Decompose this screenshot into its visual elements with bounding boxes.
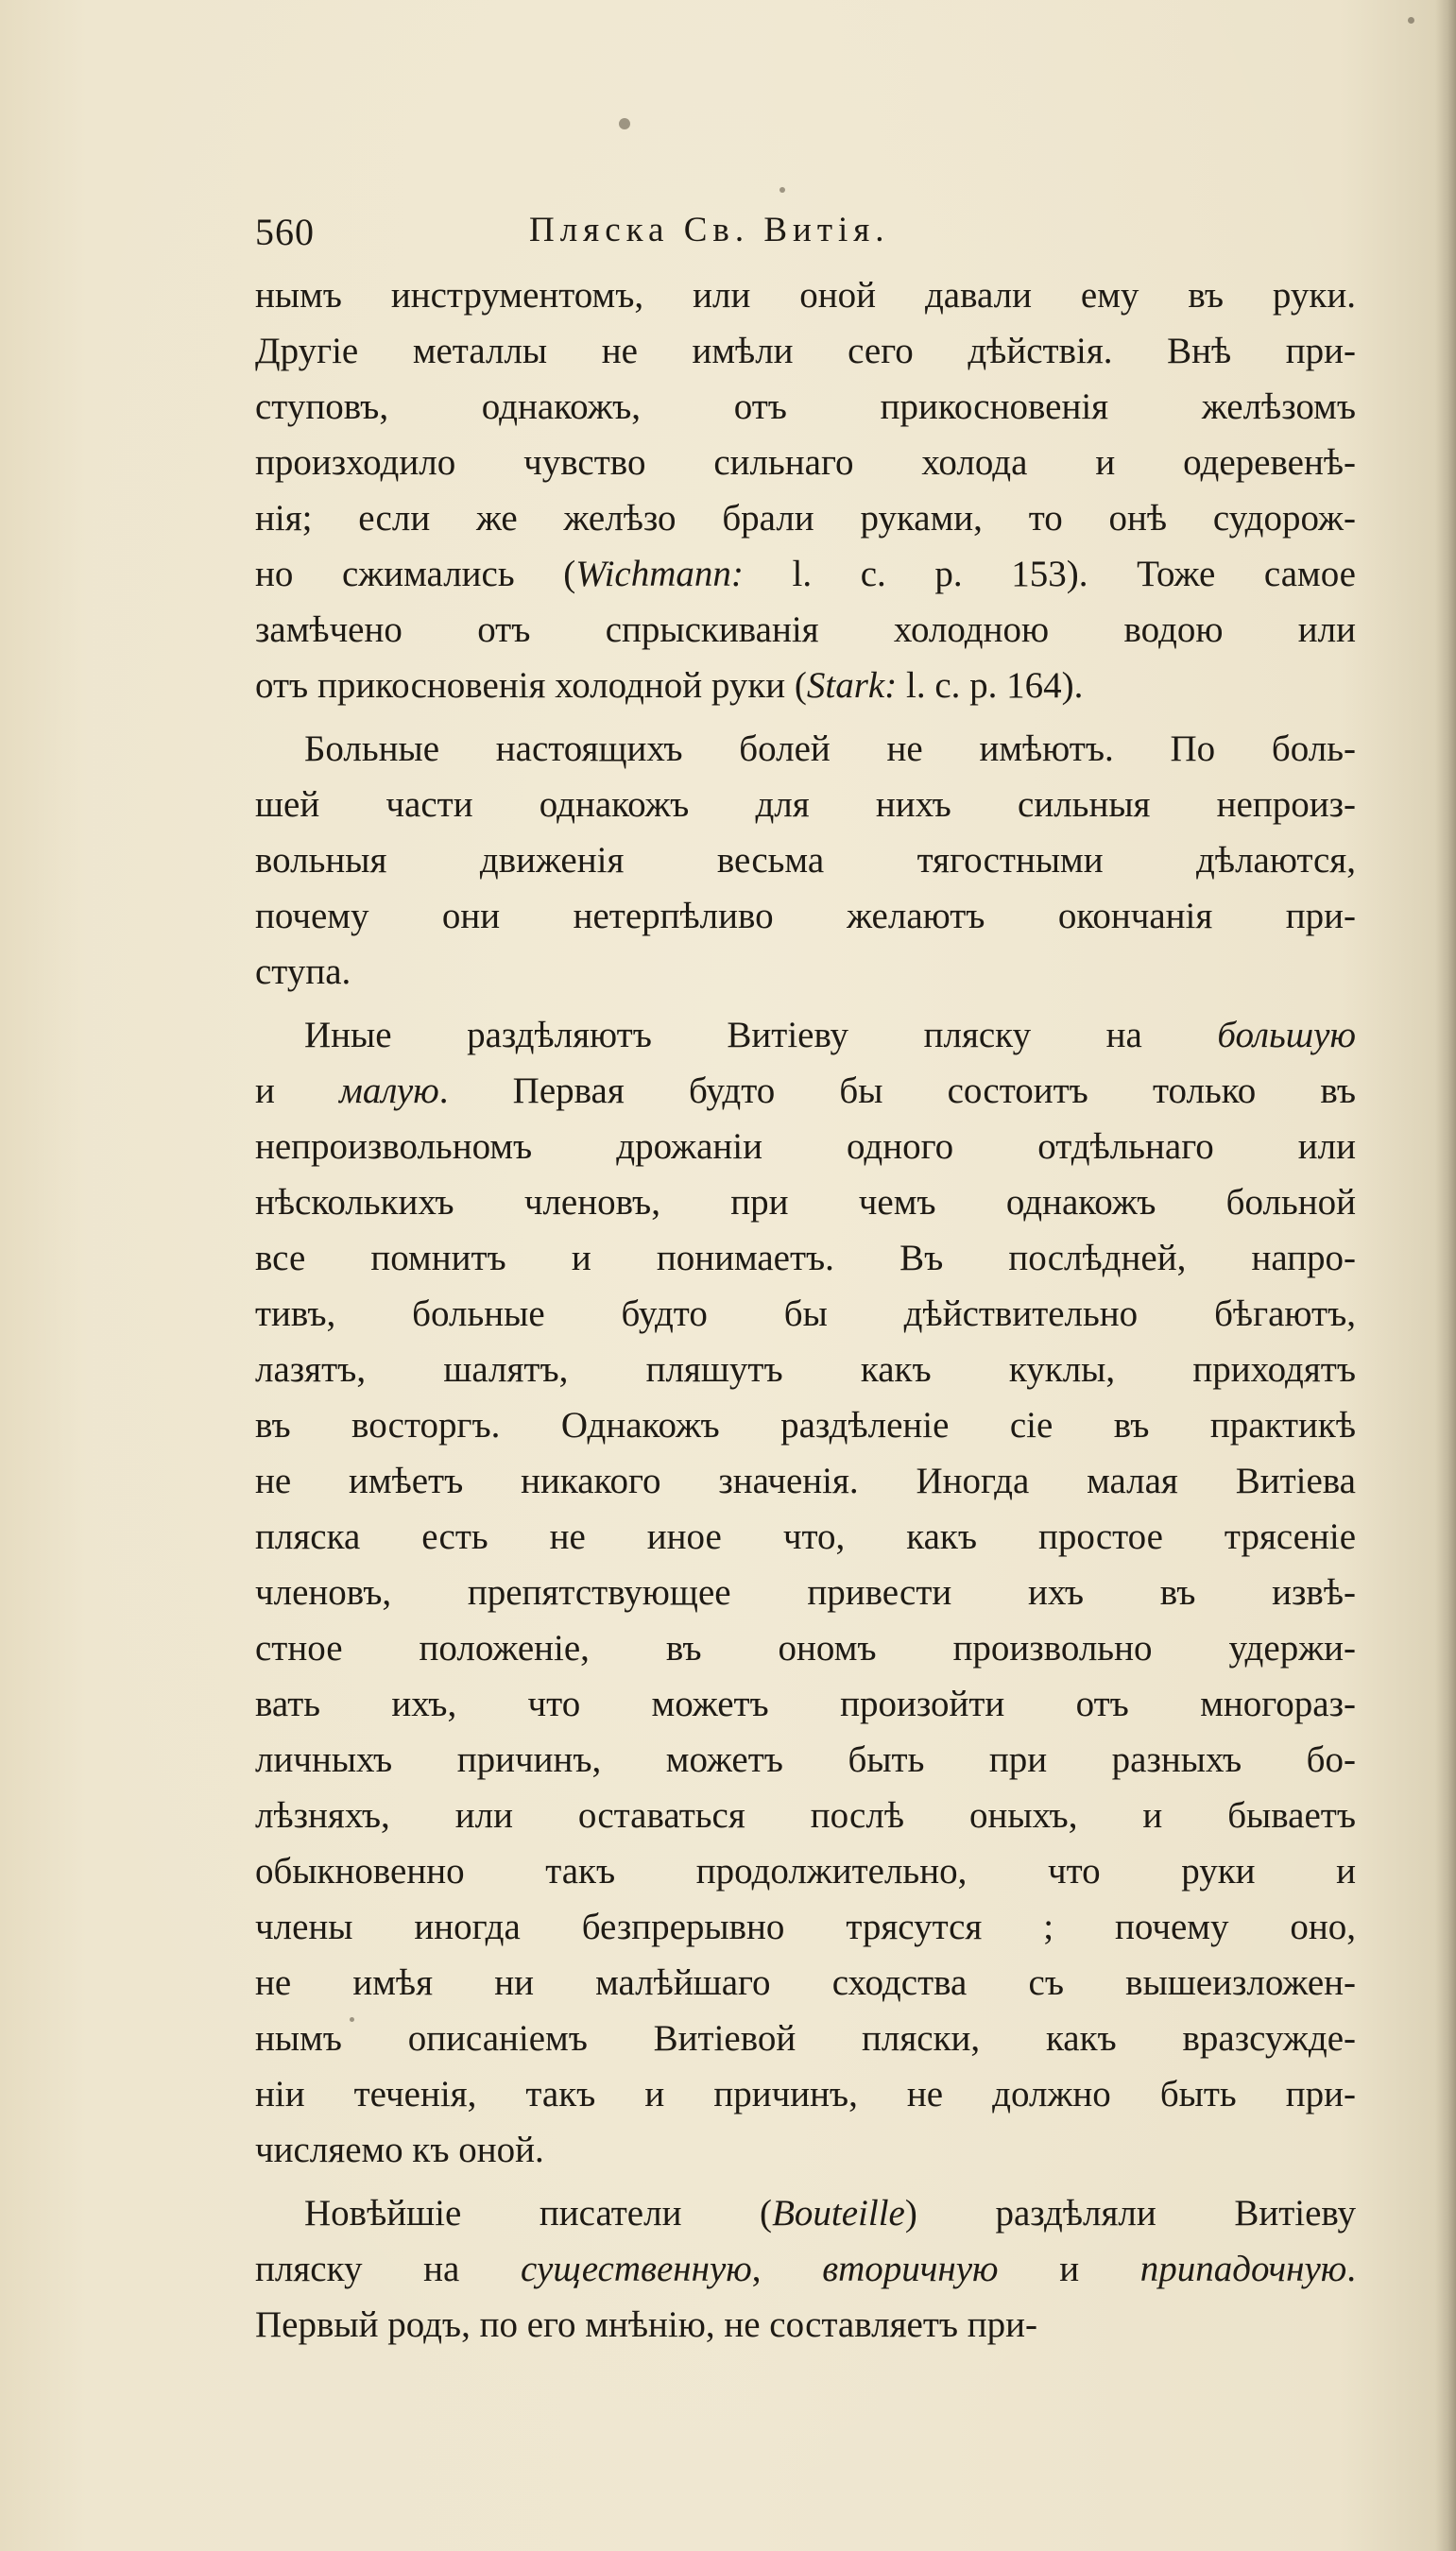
text-segment: Первый родъ, по его мнѣнію, не составляетъ при- — [255, 2304, 1038, 2345]
text-line — [255, 1899, 1356, 1955]
text-line — [255, 2122, 1356, 2178]
text-segment: обыкновенно такъ продолжительно, что руки и — [255, 1851, 1356, 1892]
text-line — [255, 1007, 1356, 1063]
text-line — [255, 2185, 1356, 2241]
text-segment: но сжимались ( — [255, 554, 576, 594]
text-segment: ступа. — [255, 951, 351, 992]
text-segment: и — [255, 1070, 340, 1111]
text-line — [255, 721, 1356, 777]
text-segment: пляска есть не иное что, какъ простое трясеніе — [255, 1516, 1356, 1557]
text-segment: члены иногда безпрерывно трясутся ; почему оно, — [255, 1907, 1356, 1947]
italic-text: Stark: — [806, 665, 898, 706]
text-segment: вать ихъ, что можетъ произойти отъ многораз- — [255, 1684, 1356, 1724]
text-segment: лазятъ, шалятъ, пляшутъ какъ куклы, приходятъ — [255, 1349, 1356, 1390]
text-segment: членовъ, препятствующее привести ихъ въ извѣ- — [255, 1572, 1356, 1613]
text-line — [255, 2241, 1356, 2297]
text-line — [255, 490, 1356, 546]
text-segment: шей части однакожъ для нихъ сильныя непроиз- — [255, 784, 1356, 825]
text-segment: вольныя движенія весьма тягостными дѣлаются, — [255, 840, 1356, 881]
text-segment: Другіе металлы не имѣли сего дѣйствія. Внѣ при- — [255, 331, 1356, 371]
text-line — [255, 888, 1356, 944]
text-segment: нѣсколькихъ членовъ, при чемъ однакожъ больной — [255, 1182, 1356, 1223]
text-segment: стное положеніе, въ ономъ произвольно удержи- — [255, 1628, 1356, 1669]
text-segment: числяемо къ оной. — [255, 2130, 544, 2170]
text-line — [255, 1174, 1356, 1230]
text-line — [255, 1620, 1356, 1676]
text-line — [255, 1286, 1356, 1342]
paragraph — [255, 267, 1356, 713]
text-segment: . — [1346, 2249, 1356, 2289]
text-line — [255, 1788, 1356, 1843]
ink-speck — [1408, 17, 1414, 24]
paragraph-gap — [255, 2178, 1356, 2185]
text-line — [255, 435, 1356, 490]
text-segment: . Первая будто бы состоитъ только въ — [438, 1070, 1356, 1111]
text-segment: Больные настоящихъ болей не имѣютъ. По боль- — [304, 728, 1356, 769]
text-line — [255, 2297, 1356, 2353]
text-line — [255, 1453, 1356, 1509]
text-segment: , — [751, 2249, 823, 2289]
text-line — [255, 2066, 1356, 2122]
text-segment: l. c. p. 153). Тоже самое — [743, 554, 1356, 594]
italic-text: большую — [1217, 1015, 1356, 1055]
text-segment: не имѣетъ никакого значенія. Иногда малая Витіева — [255, 1461, 1356, 1501]
text-segment: ступовъ, однакожъ, отъ прикосновенія желѣзомъ — [255, 386, 1356, 427]
text-line — [255, 1397, 1356, 1453]
text-segment: лѣзняхъ, или оставаться послѣ оныхъ, и бываетъ — [255, 1795, 1356, 1836]
page-edge-shadow — [1435, 0, 1456, 2551]
body-text — [255, 267, 1356, 2353]
text-segment: пляску на — [255, 2249, 521, 2289]
ink-speck — [619, 118, 630, 129]
text-segment: произходило чувство сильнаго холода и одеревенѣ- — [255, 442, 1356, 483]
text-segment: замѣчено отъ спрыскиванія холодною водою или — [255, 609, 1356, 650]
text-line — [255, 658, 1356, 713]
text-segment: ) раздѣляли Витіеву — [904, 2193, 1356, 2234]
text-line — [255, 1732, 1356, 1788]
text-line — [255, 1230, 1356, 1286]
text-line — [255, 1342, 1356, 1397]
text-line — [255, 777, 1356, 832]
text-line — [255, 2011, 1356, 2066]
text-segment: нія; если же желѣзо брали руками, то онѣ судорож- — [255, 498, 1356, 539]
paragraph — [255, 2185, 1356, 2353]
text-segment: нымъ описаніемъ Витіевой пляски, какъ вразсужде- — [255, 2018, 1356, 2059]
page-number: 560 — [255, 211, 315, 253]
text-segment: тивъ, больные будто бы дѣйствительно бѣгаютъ, — [255, 1293, 1356, 1334]
ink-speck — [779, 187, 785, 193]
paragraph-gap — [255, 713, 1356, 721]
text-segment: почему они нетерпѣливо желаютъ окончанія при- — [255, 896, 1356, 936]
text-line — [255, 1565, 1356, 1620]
text-segment: Новѣйшіе писатели ( — [304, 2193, 773, 2234]
text-line — [255, 323, 1356, 379]
text-line — [255, 944, 1356, 1000]
running-header — [255, 210, 1068, 257]
text-segment: Иные раздѣляютъ Витіеву пляску на — [304, 1015, 1218, 1055]
text-segment: въ восторгъ. Однакожъ раздѣленіе сіе въ практикѣ — [255, 1405, 1356, 1446]
text-segment: все помнитъ и понимаетъ. Въ послѣдней, напро- — [255, 1238, 1356, 1278]
italic-text: вторичную — [822, 2249, 999, 2289]
italic-text: существенную — [521, 2249, 752, 2289]
text-line — [255, 602, 1356, 658]
italic-text: Bouteille — [772, 2193, 905, 2234]
text-line — [255, 1063, 1356, 1119]
text-segment: личныхъ причинъ, можетъ быть при разныхъ бо- — [255, 1739, 1356, 1780]
text-segment: ніи теченія, такъ и причинъ, не должно быть при- — [255, 2074, 1356, 2114]
italic-text: припадочную — [1139, 2249, 1347, 2289]
text-line — [255, 546, 1356, 602]
text-line — [255, 1843, 1356, 1899]
paragraph — [255, 1007, 1356, 2178]
text-segment: отъ прикосновенія холодной руки ( — [255, 665, 807, 706]
text-segment: непроизвольномъ дрожаніи одного отдѣльнаго или — [255, 1126, 1356, 1167]
text-segment: l. c. p. 164). — [897, 665, 1084, 706]
text-line — [255, 832, 1356, 888]
text-segment: не имѣя ни малѣйшаго сходства съ вышеизложен- — [255, 1962, 1356, 2003]
text-line — [255, 1955, 1356, 2011]
running-title: Пляска Св. Витія. — [529, 211, 890, 249]
text-line — [255, 1509, 1356, 1565]
paragraph-gap — [255, 1000, 1356, 1007]
text-line — [255, 379, 1356, 435]
text-line — [255, 267, 1356, 323]
text-segment: нымъ инструментомъ, или оной давали ему въ руки. — [255, 275, 1356, 316]
italic-text: малую — [339, 1070, 439, 1111]
italic-text: Wichmann: — [575, 554, 744, 594]
text-line — [255, 1676, 1356, 1732]
paragraph — [255, 721, 1356, 1000]
text-line — [255, 1119, 1356, 1174]
text-segment: и — [998, 2249, 1140, 2289]
